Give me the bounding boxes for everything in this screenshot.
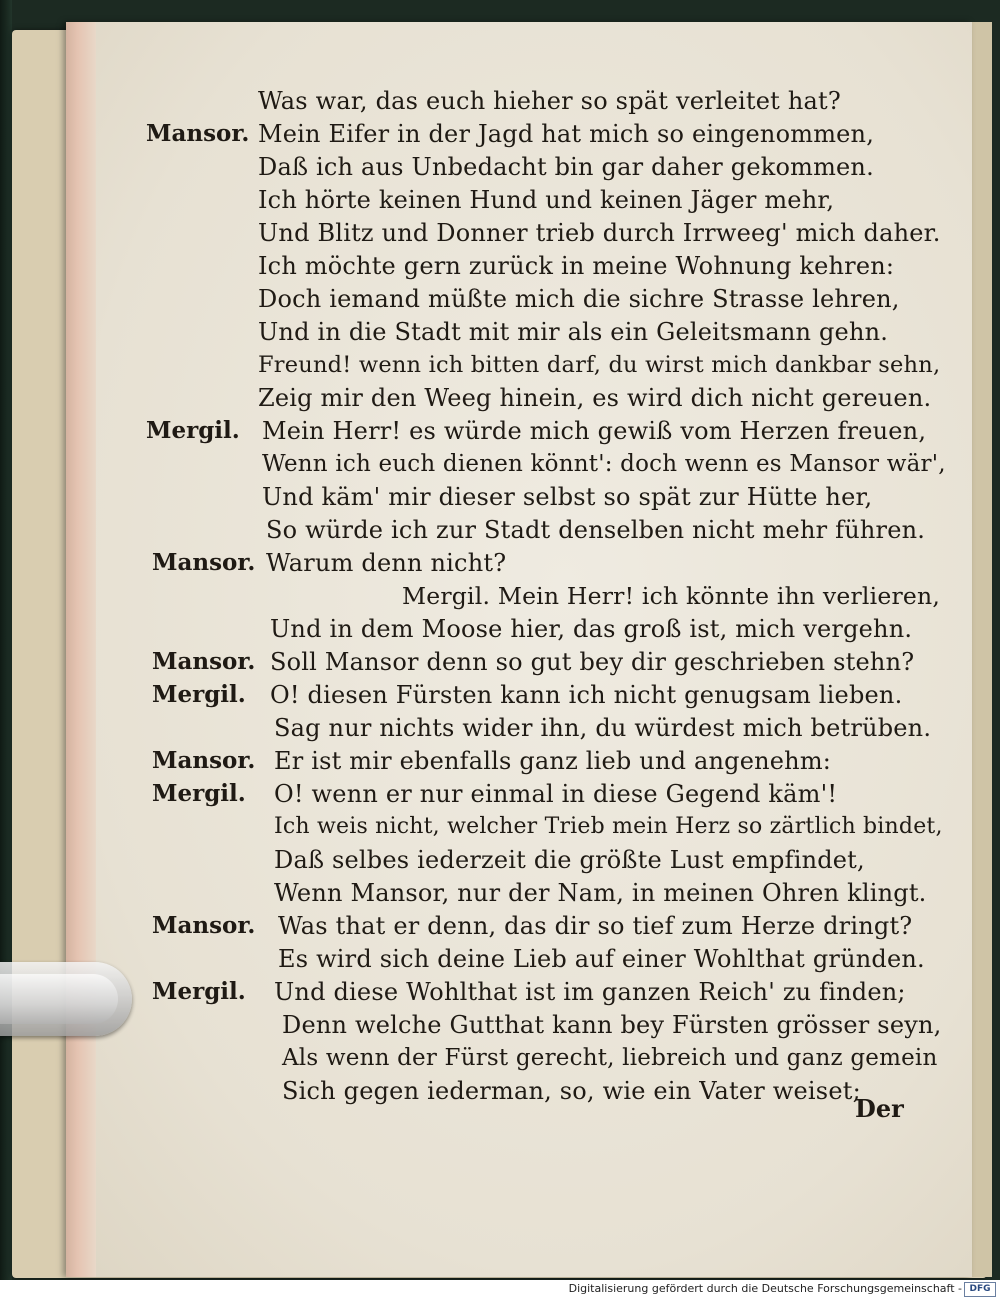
page-gutter — [66, 22, 96, 1277]
verse-line: So würde ich zur Stadt denselben nicht mehr führen. — [266, 516, 926, 544]
verse-line: Ich hörte keinen Hund und keinen Jäger mehr, — [258, 186, 835, 214]
speaker-label: Mansor. — [152, 747, 256, 774]
verse-line: Freund! wenn ich bitten darf, du wirst mich dankbar sehn, — [258, 352, 941, 378]
speaker-label: Mansor. — [152, 912, 256, 939]
verse-line: Soll Mansor denn so gut bey dir geschrieben stehn? — [270, 648, 915, 676]
verse-line: Was war, das euch hieher so spät verleitet hat? — [258, 87, 841, 115]
speaker-label: Mergil. — [152, 978, 246, 1005]
verse-line: Ich möchte gern zurück in meine Wohnung kehren: — [258, 252, 895, 280]
verse-line: Und in die Stadt mit mir als ein Geleitsmann gehn. — [258, 318, 889, 346]
verse-line: O! diesen Fürsten kann ich nicht genugsam lieben. — [270, 681, 903, 709]
page-clip-highlight — [0, 974, 118, 1024]
footer-credit: Digitalisierung gefördert durch die Deutsche Forschungsgemeinschaft - — [568, 1282, 962, 1295]
verse-line: Und Blitz und Donner trieb durch Irrweeg' mich daher. — [258, 219, 941, 247]
verse-line: Daß ich aus Unbedacht bin gar daher gekommen. — [258, 153, 874, 181]
verse-line: Und käm' mir dieser selbst so spät zur Hütte her, — [262, 483, 873, 511]
verse-line: Mergil. Mein Herr! ich könnte ihn verlieren, — [402, 582, 941, 610]
verse-line: O! wenn er nur einmal in diese Gegend käm'! — [274, 780, 838, 808]
speaker-label: Mergil. — [152, 681, 246, 708]
verse-line: Es wird sich deine Lieb auf einer Wohlthat gründen. — [278, 945, 925, 973]
verse-line: Was that er denn, das dir so tief zum Herze dringt? — [278, 912, 913, 940]
dfg-logo: DFG — [964, 1282, 996, 1297]
speaker-label: Mansor. — [146, 120, 250, 147]
verse-line: Ich weis nicht, welcher Trieb mein Herz so zärtlich bindet, — [274, 814, 943, 839]
verse-line: Doch iemand müßte mich die sichre Strasse lehren, — [258, 285, 900, 313]
verse-line: Zeig mir den Weeg hinein, es wird dich nicht gereuen. — [258, 384, 932, 412]
speaker-label: Mansor. — [152, 648, 256, 675]
verse-line: Sag nur nichts wider ihn, du würdest mich betrüben. — [274, 714, 932, 742]
speaker-label: Mergil. — [152, 780, 246, 807]
verse-line: Warum denn nicht? — [266, 549, 507, 577]
speaker-label: Mergil. — [146, 417, 240, 444]
verse-line: Er ist mir ebenfalls ganz lieb und angenehm: — [274, 747, 832, 775]
verse-line: Als wenn der Fürst gerecht, liebreich und ganz gemein — [282, 1045, 938, 1071]
verse-line: Und diese Wohlthat ist im ganzen Reich' zu finden; — [274, 978, 906, 1006]
verse-line: Mein Eifer in der Jagd hat mich so eingenommen, — [258, 120, 875, 148]
verse-line: Wenn ich euch dienen könnt': doch wenn es Mansor wär', — [262, 451, 946, 477]
scan-backdrop — [0, 0, 12, 1297]
verse-line: Daß selbes iederzeit die größte Lust empfindet, — [274, 846, 865, 874]
catchword: Der — [855, 1094, 904, 1123]
verse-line: Denn welche Gutthat kann bey Fürsten grösser seyn, — [282, 1011, 942, 1039]
speaker-label: Mansor. — [152, 549, 256, 576]
verse-line: Mein Herr! es würde mich gewiß vom Herzen freuen, — [262, 417, 927, 445]
verse-line: Und in dem Moose hier, das groß ist, mich vergehn. — [270, 615, 913, 643]
verse-line: Wenn Mansor, nur der Nam, in meinen Ohren klingt. — [274, 879, 927, 907]
verse-line: Sich gegen iederman, so, wie ein Vater weiset; — [282, 1077, 861, 1105]
